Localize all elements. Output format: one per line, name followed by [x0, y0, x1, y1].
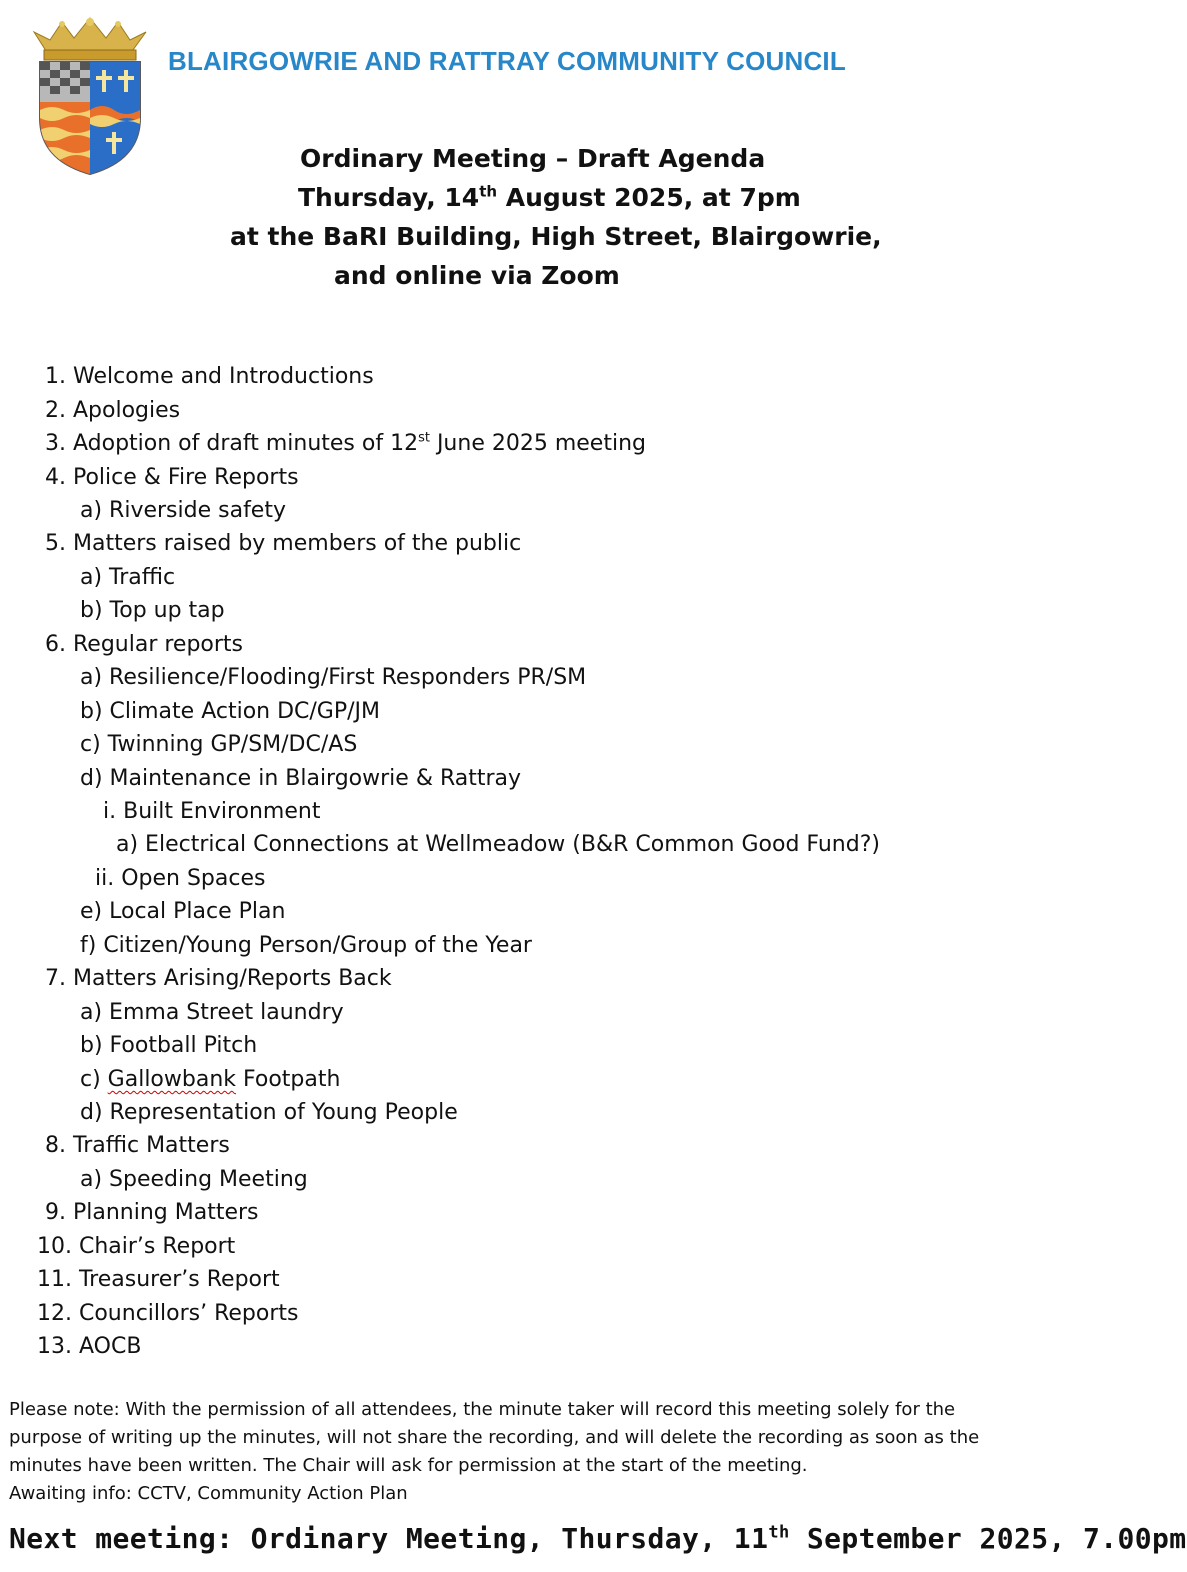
agenda-item: 9. Planning Matters — [45, 1200, 259, 1225]
agenda-item: 13. AOCB — [37, 1334, 142, 1359]
agenda-item-superscript: st — [418, 430, 430, 446]
agenda-subsubitem: ii. Open Spaces — [95, 866, 266, 891]
council-crest-logo — [26, 14, 154, 176]
agenda-item-text: Footpath — [236, 1067, 341, 1092]
next-meeting-prefix: Next meeting: Ordinary Meeting, Thursday, 11 — [9, 1522, 769, 1555]
spellcheck-word: Gallowbank — [107, 1067, 237, 1092]
agenda-subsubitem: i. Built Environment — [103, 799, 321, 824]
meeting-date — [298, 182, 801, 214]
agenda-item: 2. Apologies — [45, 398, 181, 423]
date-superscript: th — [479, 182, 498, 201]
agenda-subitem: a) Emma Street laundry — [80, 1000, 344, 1025]
agenda-item-text: 3. Adoption of draft minutes of 12 — [45, 431, 419, 456]
note-line: purpose of writing up the minutes, will not share the recording, and will delete the recording as soon as the — [9, 1427, 980, 1448]
next-meeting-superscript: th — [768, 1522, 790, 1543]
agenda-item: 5. Matters raised by members of the public — [45, 531, 522, 556]
agenda-subitem: d) Maintenance in Blairgowrie & Rattray — [80, 766, 522, 791]
recording-note — [9, 1396, 1044, 1508]
meeting-online: and online via Zoom — [334, 261, 620, 290]
agenda-item: 11. Treasurer’s Report — [37, 1267, 280, 1292]
agenda-item-text: June 2025 meeting — [429, 431, 646, 456]
agenda-subitem: b) Football Pitch — [80, 1033, 258, 1058]
agenda-item: 8. Traffic Matters — [45, 1133, 230, 1158]
meeting-venue: at the BaRI Building, High Street, Blairgowrie, — [230, 222, 882, 251]
agenda-subitem: c) Twinning GP/SM/DC/AS — [80, 732, 358, 757]
agenda-subitem: d) Representation of Young People — [80, 1100, 458, 1125]
agenda-subitem: f) Citizen/Young Person/Group of the Year — [80, 933, 532, 958]
agenda-item-text: c) — [80, 1067, 108, 1092]
council-name: BLAIRGOWRIE AND RATTRAY COMMUNITY COUNCIL — [168, 46, 846, 76]
note-line: minutes have been written. The Chair will ask for permission at the start of the meeting. — [9, 1455, 808, 1476]
agenda-subitem: a) Speeding Meeting — [80, 1167, 308, 1192]
agenda-subitem: b) Top up tap — [80, 598, 225, 623]
agenda-item: 1. Welcome and Introductions — [45, 364, 374, 389]
agenda-subitem: a) Traffic — [80, 565, 176, 590]
agenda-subitem: e) Local Place Plan — [80, 899, 286, 924]
agenda-item: 7. Matters Arising/Reports Back — [45, 966, 392, 991]
agenda-item: 12. Councillors’ Reports — [37, 1301, 299, 1326]
meeting-title: Ordinary Meeting – Draft Agenda — [300, 144, 766, 173]
agenda-subitem: b) Climate Action DC/GP/JM — [80, 699, 380, 724]
agenda-item: 4. Police & Fire Reports — [45, 465, 299, 490]
agenda-subitem: a) Riverside safety — [80, 498, 286, 523]
note-line: Please note: With the permission of all attendees, the minute taker will record this meeting solely for the — [9, 1399, 956, 1420]
awaiting-info: Awaiting info: CCTV, Community Action Plan — [9, 1483, 408, 1504]
date-prefix: Thursday, 14 — [298, 183, 480, 212]
next-meeting-suffix: September 2025, 7.00pm — [789, 1522, 1187, 1555]
agenda-item: 6. Regular reports — [45, 632, 244, 657]
agenda-subsubsubitem: a) Electrical Connections at Wellmeadow (B&R Common Good Fund?) — [116, 832, 880, 857]
next-meeting — [9, 1522, 1187, 1555]
agenda-subitem: a) Resilience/Flooding/First Responders PR/SM — [80, 665, 587, 690]
agenda-subitem — [80, 1066, 340, 1094]
date-suffix: August 2025, at 7pm — [497, 183, 801, 212]
agenda-item — [45, 430, 646, 458]
agenda-item: 10. Chair’s Report — [37, 1234, 236, 1259]
